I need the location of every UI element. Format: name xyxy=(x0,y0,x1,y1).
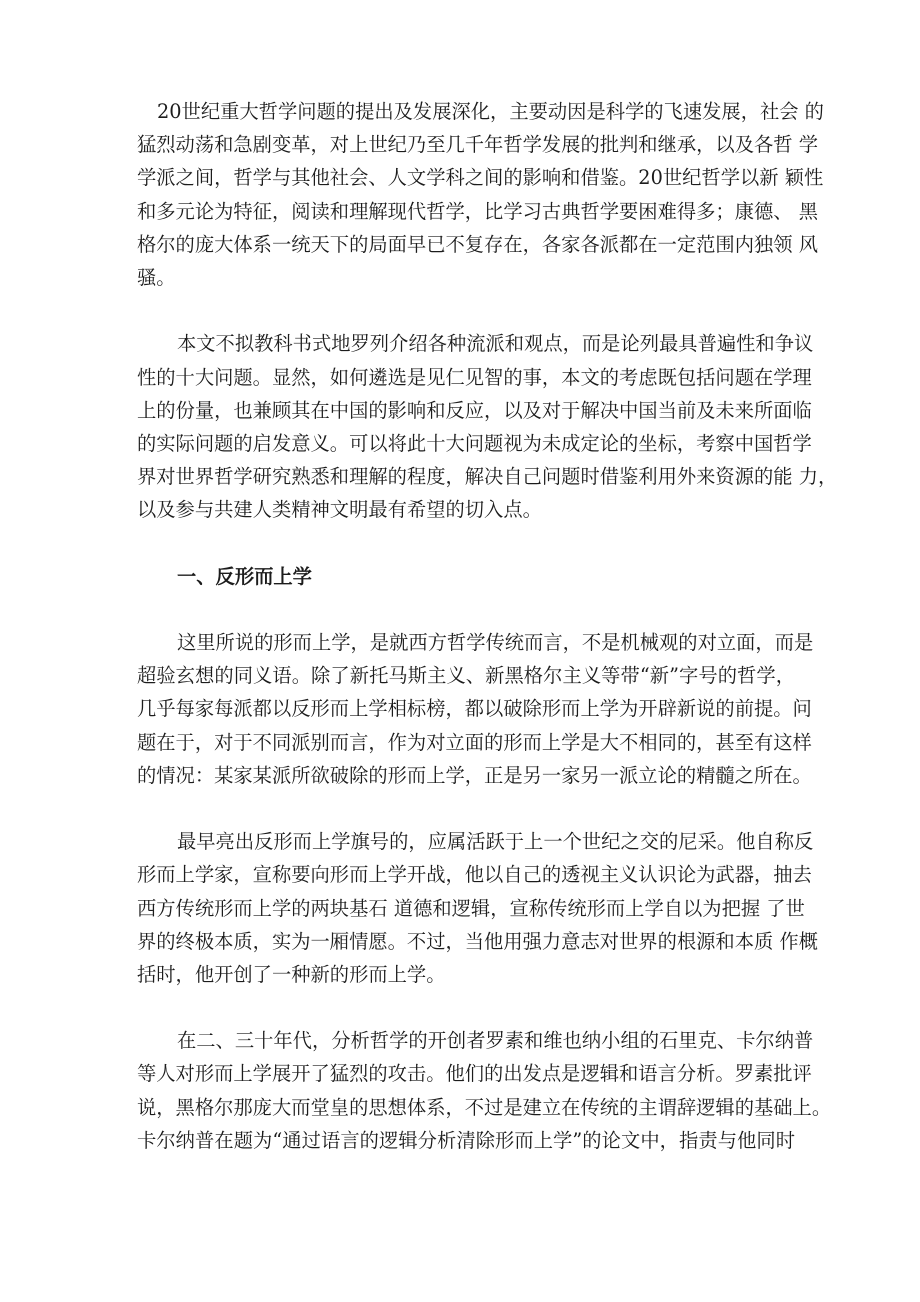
text-line: 形而上学家，宣称要向形而上学开战，他以自己的透视主义认识论为武器，抽去 xyxy=(137,863,812,887)
heading-text: 一、反形而上学 xyxy=(177,564,312,588)
paragraph xyxy=(137,626,814,792)
paragraph-spacer xyxy=(137,294,795,327)
text-line: 界的终极本质，实为一厢情愿。不过，当他用强力意志对世界的根源和本质 作概 xyxy=(137,929,818,953)
text-line: 的情况：某家某派所欲破除的形而上学，正是另一家另一派立论的精髓之所在。 xyxy=(137,763,812,787)
text-line: 格尔的庞大体系一统天下的局面早已不复存在，各家各派都在一定范围内独领 风 xyxy=(137,232,818,256)
text-line: 以及参与共建人类精神文明最有希望的切入点。 xyxy=(137,498,542,522)
text-line: 和多元论为特征，阅读和理解现代哲学，比学习古典哲学要困难得多；康德、 黑 xyxy=(137,199,818,223)
text-line: 这里所说的形而上学，是就西方哲学传统而言，不是机械观的对立面，而是 xyxy=(177,631,814,654)
paragraph-spacer xyxy=(137,792,795,825)
paragraph xyxy=(137,327,838,526)
text-line: 界对世界哲学研究熟悉和理解的程度，解决自己问题时借鉴利用外来资源的能 力， xyxy=(137,465,838,489)
document-page xyxy=(137,95,838,1157)
text-line: 卡尔纳普在题为“通过语言的逻辑分析清除形而上学”的论文中，指责与他同时 xyxy=(137,1128,795,1152)
text-line: 性的十大问题。显然，如何遴选是见仁见智的事，本文的考虑既包括问题在学理 xyxy=(137,365,812,389)
text-line: 题在于，对于不同派别而言，作为对立面的形而上学是大不相同的，甚至有这样 xyxy=(137,730,812,754)
text-line: 西方传统形而上学的两块基石 道德和逻辑，宣称传统形而上学自以为把握 了世 xyxy=(137,896,805,920)
text-line: 学派之间，哲学与其他社会、人文学科之间的影响和借鉴。20世纪哲学以新 颖性 xyxy=(137,166,824,190)
text-line: 骚。 xyxy=(137,265,176,289)
text-line: 括时，他开创了一种新的形而上学。 xyxy=(137,962,446,986)
text-line: 上的份量，也兼顾其在中国的影响和反应，以及对于解决中国当前及未来所面临 xyxy=(137,398,812,422)
text-line: 猛烈动荡和急剧变革，对上世纪乃至几千年哲学发展的批判和继承，以及各哲 学 xyxy=(137,133,818,157)
text-line: 20世纪重大哲学问题的提出及发展深化，主要动因是科学的飞速发展，社会 的 xyxy=(157,100,824,123)
text-line: 等人对形而上学展开了猛烈的攻击。他们的出发点是逻辑和语言分析。罗素批评 xyxy=(137,1062,812,1086)
text-line: 最早亮出反形而上学旗号的，应属活跃于上一个世纪之交的尼采。他自称反 xyxy=(177,830,814,854)
text-line: 本文不拟教科书式地罗列介绍各种流派和观点，而是论列最具普遍性和争议 xyxy=(177,332,814,356)
text-line: 几乎每家每派都以反形而上学相标榜，都以破除形而上学为开辟新说的前提。问 xyxy=(137,697,812,721)
paragraph-spacer xyxy=(137,526,795,559)
paragraph xyxy=(137,825,818,991)
text-line: 说，黑格尔那庞大而堂皇的思想体系，不过是建立在传统的主谓辞逻辑的基础上。 xyxy=(137,1095,832,1119)
text-line: 在二、三十年代，分析哲学的开创者罗素和维也纳小组的石里克、卡尔纳普 xyxy=(177,1029,814,1053)
section-heading xyxy=(137,560,795,593)
paragraph xyxy=(137,95,824,294)
paragraph-spacer xyxy=(137,991,795,1024)
paragraph-spacer xyxy=(137,593,795,626)
text-line: 的实际问题的启发意义。可以将此十大问题视为未成定论的坐标，考察中国哲学 xyxy=(137,431,812,455)
text-line: 超验玄想的同义语。除了新托马斯主义、新黑格尔主义等带“新”字号的哲学， xyxy=(137,664,795,688)
paragraph xyxy=(137,1024,832,1157)
